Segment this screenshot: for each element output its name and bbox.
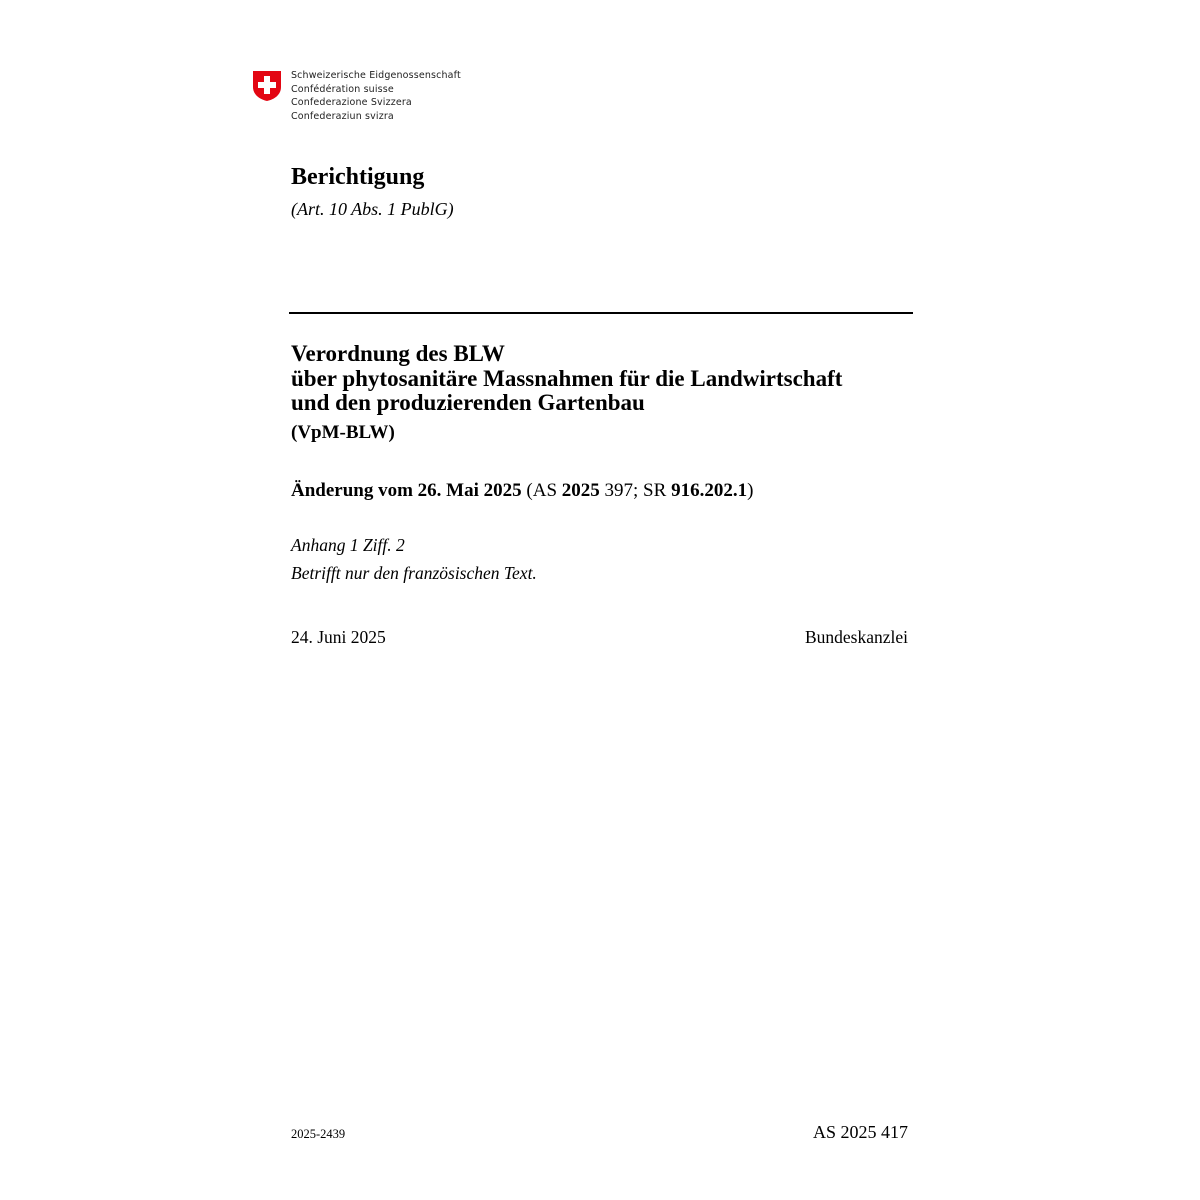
- document-number: 2025-2439: [291, 1127, 346, 1141]
- publication-date: 24. Juni 2025: [291, 627, 386, 647]
- amendment-line: [291, 480, 753, 502]
- amendment-label: Änderung vom 26. Mai 2025: [291, 480, 522, 501]
- confederation-name-it: Confederazione Svizzera: [291, 97, 412, 109]
- ordinance-heading: [291, 342, 842, 416]
- reference-block: [291, 531, 537, 587]
- document-subtitle: (Art. 10 Abs. 1 PublG): [291, 199, 454, 219]
- sr-number: 916.202.1: [671, 480, 748, 501]
- correction-note: Betrifft nur den französischen Text.: [291, 563, 537, 583]
- as-year: 2025: [561, 480, 600, 501]
- confederation-name-de: Schweizerische Eidgenossenschaft: [291, 70, 461, 81]
- swiss-cross-shield-icon: [252, 70, 282, 102]
- confederation-names: [291, 69, 461, 124]
- heading-line: Verordnung des BLW: [291, 341, 505, 366]
- heading-line: und den produzierenden Gartenbau: [291, 390, 645, 415]
- document-title: Berichtigung: [291, 164, 425, 190]
- heading-line: über phytosanitäre Massnahmen für die Landwirtschaft: [291, 365, 843, 391]
- annex-reference: Anhang 1 Ziff. 2: [291, 535, 405, 555]
- confederation-name-rm: Confederaziun svizra: [291, 111, 394, 123]
- ordinance-abbreviation: (VpM-BLW): [291, 422, 395, 443]
- issuer: Bundeskanzlei: [804, 627, 908, 647]
- divider-rule: [289, 312, 913, 314]
- amendment-open: (AS: [521, 480, 562, 501]
- as-page: 397; SR: [599, 480, 672, 501]
- as-reference: AS 2025 417: [812, 1122, 908, 1142]
- confederation-name-fr: Confédération suisse: [291, 83, 394, 95]
- amendment-close: ): [747, 480, 754, 501]
